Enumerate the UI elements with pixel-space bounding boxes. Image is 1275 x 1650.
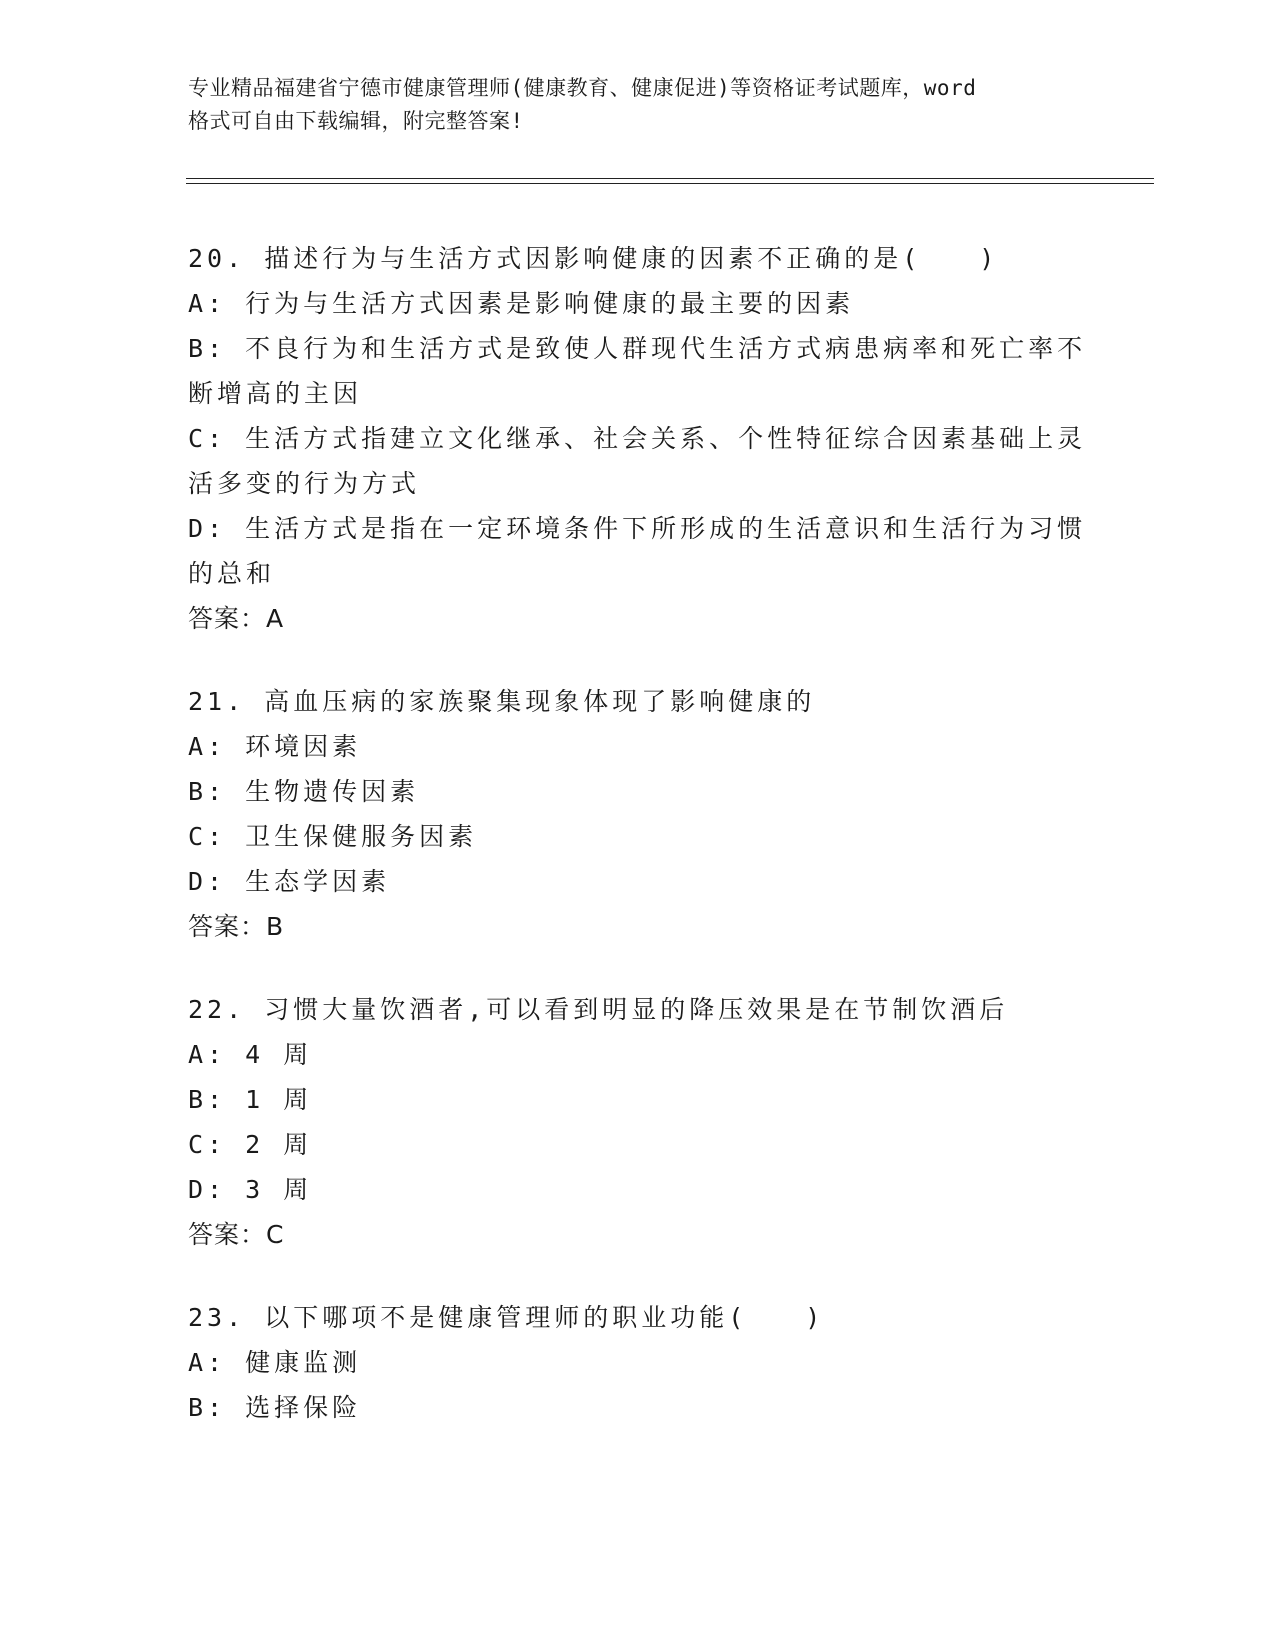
answer-option-line: 活多变的行为方式 (188, 469, 421, 498)
question-block (188, 236, 1088, 641)
answer-option (188, 769, 1088, 814)
header-divider-bottom (186, 183, 1154, 184)
answer-option-line: C: 2 周 (188, 1130, 313, 1159)
header-line-2: 格式可自由下载编辑，附完整答案! (188, 109, 524, 133)
answer-option-line: A: 4 周 (188, 1040, 313, 1069)
answer-option-line: C: 卫生保健服务因素 (188, 822, 478, 851)
question-block (188, 679, 1088, 949)
answer-option-line: 断增高的主因 (188, 379, 363, 408)
answer-key: 答案：A (188, 604, 285, 633)
question-stem: 23. 以下哪项不是健康管理师的职业功能( ) (188, 1303, 825, 1332)
answer-option (188, 1077, 1088, 1122)
answer-option-line: D: 生态学因素 (188, 867, 391, 896)
answer-option-line: B: 选择保险 (188, 1393, 362, 1422)
answer-option-line: C: 生活方式指建立文化继承、社会关系、个性特征综合因素基础上灵 (188, 424, 1087, 453)
question-list (188, 236, 1088, 1430)
answer-option (188, 416, 1088, 506)
answer-option (188, 1032, 1088, 1077)
answer-option-line: A: 健康监测 (188, 1348, 362, 1377)
question-stem: 21. 高血压病的家族聚集现象体现了影响健康的 (188, 687, 816, 716)
answer-option (188, 281, 1088, 326)
answer-option-line: 的总和 (188, 559, 276, 588)
question-block (188, 987, 1088, 1257)
document-header (188, 72, 1088, 138)
answer-option-line: D: 3 周 (188, 1175, 313, 1204)
answer-option-line: A: 环境因素 (188, 732, 362, 761)
answer-option (188, 814, 1088, 859)
question-stem: 20. 描述行为与生活方式因影响健康的因素不正确的是( ) (188, 244, 999, 273)
answer-option (188, 859, 1088, 904)
answer-option-line: B: 生物遗传因素 (188, 777, 420, 806)
answer-option (188, 506, 1088, 596)
header-divider-top (186, 178, 1154, 179)
answer-option (188, 1385, 1088, 1430)
header-line-1: 专业精品福建省宁德市健康管理师(健康教育、健康促进)等资格证考试题库，word (188, 76, 977, 100)
answer-option (188, 1122, 1088, 1167)
answer-option-line: B: 1 周 (188, 1085, 313, 1114)
answer-option (188, 326, 1088, 416)
answer-option (188, 1340, 1088, 1385)
answer-option (188, 1167, 1088, 1212)
answer-option (188, 724, 1088, 769)
answer-option-line: B: 不良行为和生活方式是致使人群现代生活方式病患病率和死亡率不 (188, 334, 1087, 363)
question-block (188, 1295, 1088, 1430)
answer-key: 答案：B (188, 912, 285, 941)
answer-option-line: D: 生活方式是指在一定环境条件下所形成的生活意识和生活行为习惯 (188, 514, 1087, 543)
answer-option-line: A: 行为与生活方式因素是影响健康的最主要的因素 (188, 289, 855, 318)
answer-key: 答案：C (188, 1220, 285, 1249)
question-stem: 22. 习惯大量饮酒者,可以看到明显的降压效果是在节制饮酒后 (188, 995, 1009, 1024)
